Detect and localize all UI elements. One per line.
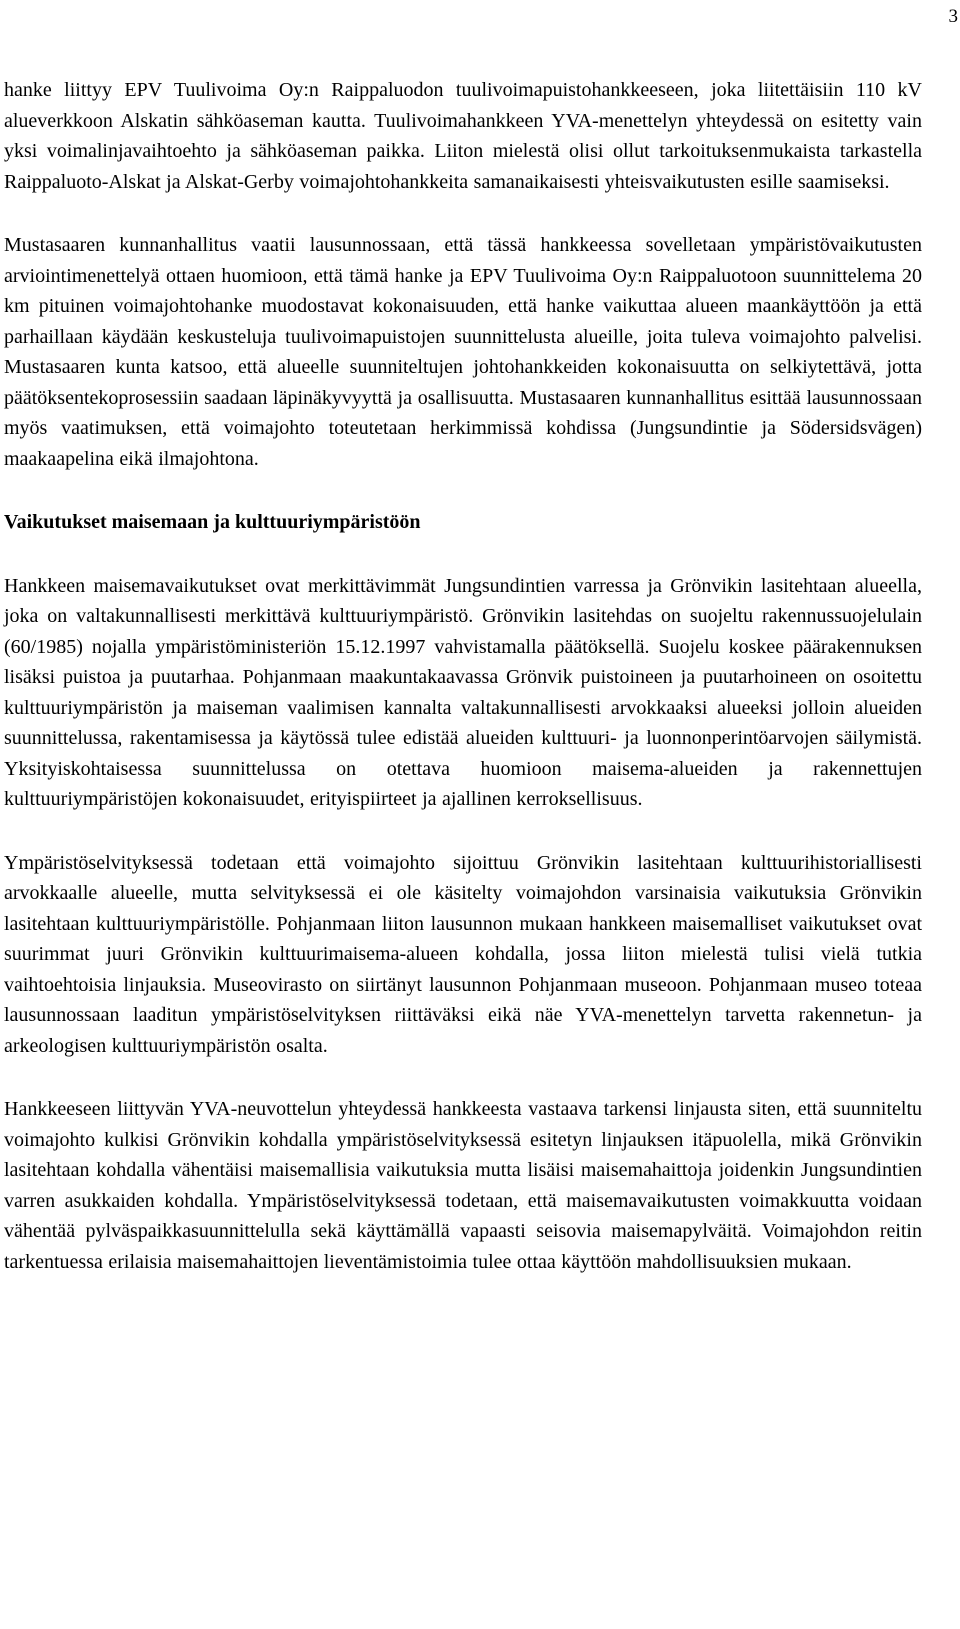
document-body — [4, 75, 922, 1310]
paragraph-landscape-impacts: Hankkeen maisemavaikutukset ovat merkittävimmät Jungsundintien varressa ja Grönvikin lasitehtaan alueella, joka on valtakunnallisesti merkittävä kulttuuriympäristö. Grönvikin lasitehdas on suojeltu rakennussuojelulain (60/1985) nojalla ympäristöministeriön 15.12.1997 vahvistamalla päätöksellä. Suojelu koskee päärakennuksen lisäksi puistoa ja puutarhaa. Pohjanmaan maakuntakaavassa Grönvik puistoineen ja puutarhoineen on osoitettu kulttuuriympäristön ja maiseman vaalimisen kannalta valtakunnallisesti arvokkaaksi alueeksi jolloin alueiden suunnittelussa, rakentamisessa ja käytössä tulee edistää alueiden kulttuuri- ja luonnonperintöarvojen säilymistä. Yksityiskohtaisessa suunnittelussa on otettava huomioon maisema-alueiden ja rakennettujen kulttuuriympäristöjen kokonaisuudet, erityispiirteet ja ajallinen kerroksellisuus. — [4, 574, 922, 810]
section-heading-landscape: Vaikutukset maisemaan ja kulttuuriympäristöön — [4, 511, 421, 533]
paragraph-mustasaari-statement: Mustasaaren kunnanhallitus vaatii lausunnossaan, että tässä hankkeessa sovelletaan ympäristövaikutusten arviointimenettelyä ottaen huomioon, että tämä hanke ja EPV Tuulivoima Oy:n Raippaluotoon suunnittelema 20 km pituinen voimajohtohanke muodostavat kokonaisuuden, että hanke vaikuttaa alueen maankäyttöön ja että parhaillaan käydään keskusteluja tuulivoimapuistojen suunnittelusta alueille, joita tuleva voimajohto palvelisi. Mustasaaren kunta katsoo, että alueelle suunniteltujen johtohankkeiden kokonaisuutta on selkiytettävä, jotta päätöksentekoprosessiin saadaan läpinäkyvyyttä ja osallisuutta. Mustasaaren kunnanhallitus esittää lausunnossaan myös vaatimuksen, että voimajohto toteutetaan herkimmissä kohdissa (Jungsundintie ja Södersidsvägen) maakaapelina eikä ilmajohtona. — [4, 234, 922, 470]
paragraph-yva-negotiation: Hankkeeseen liittyvän YVA-neuvottelun yhteydessä hankkeesta vastaava tarkensi linjausta siten, että suunniteltu voimajohto kulkisi Grönvikin kohdalla ympäristöselvityksessä esitetyn linjauksen itäpuolella, mikä Grönvikin lasitehtaan kohdalla vähentäisi maisemallisia vaikutuksia mutta lisäisi maisemahaittoja joidenkin Jungsundintien varren asukkaiden kohdalla. Ympäristöselvityksessä todetaan, että maisemavaikutusten voimakkuutta voidaan vähentää pylväspaikkasuunnittelulla sekä käyttämällä vapaasti seisovia maisemapylväitä. Voimajohdon reitin tarkentuessa erilaisia maisemahaittojen lieventämistoimia tulee ottaa käyttöön mahdollisuuksien mukaan. — [4, 1098, 922, 1273]
page-number: 3 — [948, 6, 958, 27]
paragraph-environmental-survey: Ympäristöselvityksessä todetaan että voimajohto sijoittuu Grönvikin lasitehtaan kulttuurihistoriallisesti arvokkaalle alueelle, mutta selvityksessä ei ole käsitelty voimajohdon varsinaisia vaikutuksia Grönvikin lasitehtaan kulttuuriympäristölle. Pohjanmaan liiton lausunnon mukaan hankkeen maisemalliset vaikutukset ovat suurimmat juuri Grönvikin kulttuurimaisema-alueen kohdalla, jossa liiton mielestä tulisi vielä tutkia vaihtoehtoisia linjauksia. Museovirasto on siirtänyt lausunnon Pohjanmaan museoon. Pohjanmaan museo toteaa lausunnossaan laaditun ympäristöselvityksen riittäväksi eikä näe YVA-menettelyn tarvetta rakennetun- ja arkeologisen kulttuuriympäristön osalta. — [4, 851, 922, 1057]
paragraph-epv-raippaluoto: hanke liittyy EPV Tuulivoima Oy:n Raippaluodon tuulivoimapuistohankkeeseen, joka liitettäisiin 110 kV alueverkkoon Alskatin sähköaseman kautta. Tuulivoimahankkeen YVA-menettelyn yhteydessä on esitetty vain yksi voimalinjavaihtoehto ja sähköaseman paikka. Liiton mielestä olisi ollut tarkoituksenmukaista tarkastella Raippaluoto-Alskat ja Alskat-Gerby voimajohtohankkeita samanaikaisesti yhteisvaikutusten esille saamiseksi. — [4, 79, 922, 193]
